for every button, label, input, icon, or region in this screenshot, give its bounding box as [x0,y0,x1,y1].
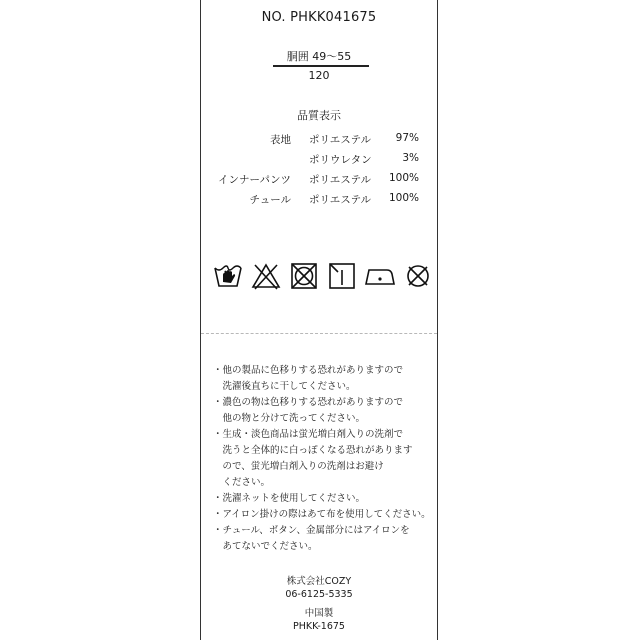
size-waist: 胴囲 49～55 [286,50,352,63]
composition-title: 品質表示 [297,109,341,122]
care-note: ・生成・淡色商品は蛍光増白剤入りの洗剤で [213,429,404,440]
composition-percent: 100% [388,172,419,184]
care-label [200,0,438,640]
country-of-origin: 中国製 [304,608,334,619]
product-number: NO. PHKK041675 [261,10,377,25]
care-note: 洗濯後直ちに干してください。 [213,381,356,392]
company-phone: 06-6125-5335 [285,589,353,600]
composition-percent: 97% [395,132,419,144]
company-name: 株式会社COZY [286,576,352,587]
composition-material: ポリウレタン [309,154,372,166]
hand-wash-icon [213,262,243,290]
care-note: ・濃色の物は色移りする恐れがありますので [213,397,404,408]
composition-material: ポリエステル [309,174,372,186]
no-tumble-dry-icon [289,262,319,290]
composition-material: ポリエステル [309,194,372,206]
care-symbols [209,262,431,292]
care-note: ・洗濯ネットを使用してください。 [213,493,366,504]
care-note: あてないでください。 [213,541,318,552]
composition-material: ポリエステル [309,134,372,146]
line-dry-shade-icon [327,262,357,290]
composition-part: インナーパンツ [218,174,291,186]
composition-percent: 100% [388,192,419,204]
product-code: PHKK-1675 [293,621,345,632]
composition-part: 表地 [270,134,291,146]
no-bleach-icon [251,262,281,290]
care-note: ので、蛍光増白剤入りの洗剤はお避け [213,461,384,472]
care-note: ・アイロン掛けの際はあて布を使用してください。 [213,509,431,520]
care-note: ・他の製品に色移りする恐れがありますので [213,365,404,376]
no-dry-clean-icon [403,262,433,290]
care-note: 洗うと全体的に白っぽくなる恐れがあります [213,445,413,456]
composition-part: チュール [249,194,291,206]
size-divider [273,65,369,67]
size-number: 120 [308,69,330,82]
section-divider [201,333,437,334]
care-note: 他の物と分けて洗ってください。 [213,413,366,424]
care-note: ください。 [213,477,271,488]
care-note: ・チュール、ボタン、金属部分にはアイロンを [213,525,410,536]
iron-low-icon [363,262,397,290]
composition-percent: 3% [402,152,419,164]
